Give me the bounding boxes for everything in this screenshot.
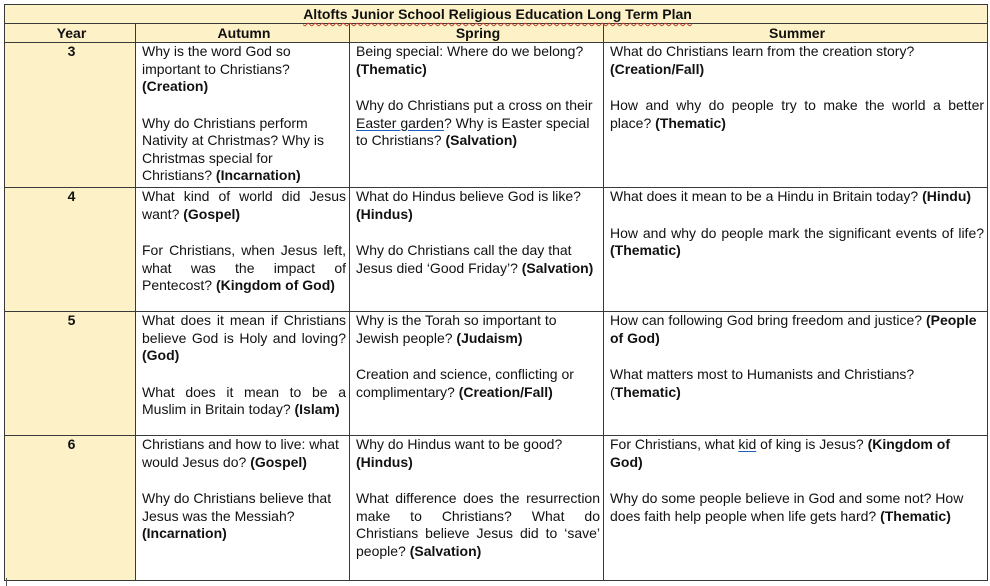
topic-question: How and why do people mark the significant events of life? (Thematic) (610, 224, 985, 258)
topic-question: Why is the Torah so important to Jewish people? (Judaism) (356, 312, 557, 346)
table-row-year-5 (5, 312, 988, 436)
spring-cell (350, 188, 604, 312)
spring-cell (350, 436, 604, 581)
spring-cell (350, 43, 604, 188)
topic-tag: (Salvation) (445, 132, 518, 148)
topic-tag: (Hindu) (922, 188, 972, 204)
topic-tag: (Islam) (294, 401, 340, 417)
topic-tag: (Gospel) (250, 453, 307, 470)
topic-question: What kind of world did Jesus want? (Gospel) (142, 188, 346, 222)
topic-tag: (Salvation) (409, 542, 482, 559)
spring-cell (350, 312, 604, 436)
topic-question: Why do Christians put a cross on their Easter garden? Why is Easter special to Christians? (Salvation) (356, 97, 593, 148)
topic-question: Being special: Where do we belong? (Thematic) (356, 43, 584, 77)
header-summer: Summer (604, 24, 988, 43)
topic-tag: (Kingdom of God) (215, 277, 335, 293)
topic-question: For Christians, what kid of king is Jesus? (Kingdom of God) (610, 436, 950, 470)
topic-question: What do Hindus believe God is like? (Hindus) (356, 188, 581, 222)
topic-question: How can following God bring freedom and justice? (People of God) (610, 312, 977, 346)
topic-tag: (Thematic) (610, 242, 681, 258)
topic-tag: (People of God) (610, 312, 977, 346)
topic-tag: (Hindus) (356, 205, 413, 222)
topic-question: Why is the word God so important to Christians? (Creation) (142, 43, 291, 94)
topic-tag: Thematic) (614, 383, 681, 400)
topic-question: What does it mean to be a Hindu in Britain today? (Hindu) (610, 188, 972, 204)
topic-question: For Christians, when Jesus left, what was the impact of Pentecost? (Kingdom of God) (142, 242, 346, 293)
topic-question: What does it mean to be a Muslim in Britain today? (Islam) (142, 383, 346, 417)
autumn-cell (136, 312, 350, 436)
spellcheck-underlined-text: Easter garden (356, 114, 444, 131)
topic-tag: (Incarnation) (215, 167, 301, 183)
topic-tag: (Hindus) (356, 453, 413, 470)
topic-tag: (Thematic) (880, 507, 951, 524)
topic-question: How and why do people try to make the world a better place? (Thematic) (610, 97, 985, 131)
year-cell: 3 (5, 43, 136, 188)
topic-tag: (Thematic) (356, 60, 427, 77)
topic-question: Why do Christians believe that Jesus was the Messiah? (Incarnation) (142, 490, 332, 541)
header-autumn: Autumn (136, 24, 350, 43)
year-cell: 6 (5, 436, 136, 581)
year-cell: 5 (5, 312, 136, 436)
table-row-year-6 (5, 436, 988, 581)
topic-tag: (Creation) (142, 78, 209, 94)
topic-tag: (Judaism) (456, 329, 523, 346)
table-row-year-4 (5, 188, 988, 312)
summer-cell (604, 43, 988, 188)
topic-tag: (God) (142, 347, 180, 363)
topic-question: Creation and science, conflicting or complimentary? (Creation/Fall) (356, 366, 574, 400)
table-row-year-3 (5, 43, 988, 188)
header-row (5, 24, 988, 43)
topic-tag: (Creation/Fall) (610, 60, 705, 77)
topic-question: What matters most to Humanists and Christians? (Thematic) (610, 366, 915, 400)
year-cell: 4 (5, 188, 136, 312)
topic-tag: (Kingdom of God) (610, 436, 950, 470)
topic-question: Why do Christians perform Nativity at Christmas? Why is Christmas special for Christians? (Incarnation) (142, 114, 325, 183)
page-edge-mark (6, 578, 7, 586)
topic-question: Why do Christians call the day that Jesus died ‘Good Friday’? (Salvation) (356, 242, 594, 276)
header-year: Year (5, 24, 136, 43)
topic-question: Why do some people believe in God and some not? How does faith help people when life gets hard? (Thematic) (610, 490, 964, 524)
topic-tag: (Gospel) (183, 205, 241, 222)
autumn-cell (136, 188, 350, 312)
topic-tag: (Incarnation) (142, 525, 227, 541)
long-term-plan-table (4, 4, 988, 581)
topic-question: Why do Hindus want to be good? (Hindus) (356, 436, 563, 470)
topic-question: Christians and how to live: what would Jesus do? (Gospel) (142, 436, 339, 470)
topic-tag: (Salvation) (521, 259, 594, 276)
summer-cell (604, 436, 988, 581)
autumn-cell (136, 43, 350, 188)
plan-title-text: Altofts Junior School Religious Education Long Term Plan (303, 6, 692, 22)
topic-tag: (Thematic) (655, 114, 726, 131)
plan-title (5, 5, 988, 24)
topic-tag: (Creation/Fall) (458, 383, 553, 400)
topic-question: What difference does the resurrection make to Christians? What do Christians believe Jesus did to ‘save’ people? (Salvation) (356, 490, 600, 559)
topic-question: What do Christians learn from the creation story? (Creation/Fall) (610, 43, 915, 77)
topic-question: What does it mean if Christians believe God is Holy and loving? (God) (142, 312, 346, 363)
header-spring: Spring (350, 24, 604, 43)
title-row (5, 5, 988, 24)
autumn-cell (136, 436, 350, 581)
summer-cell (604, 188, 988, 312)
summer-cell (604, 312, 988, 436)
spellcheck-underlined-text: kid (738, 436, 757, 452)
